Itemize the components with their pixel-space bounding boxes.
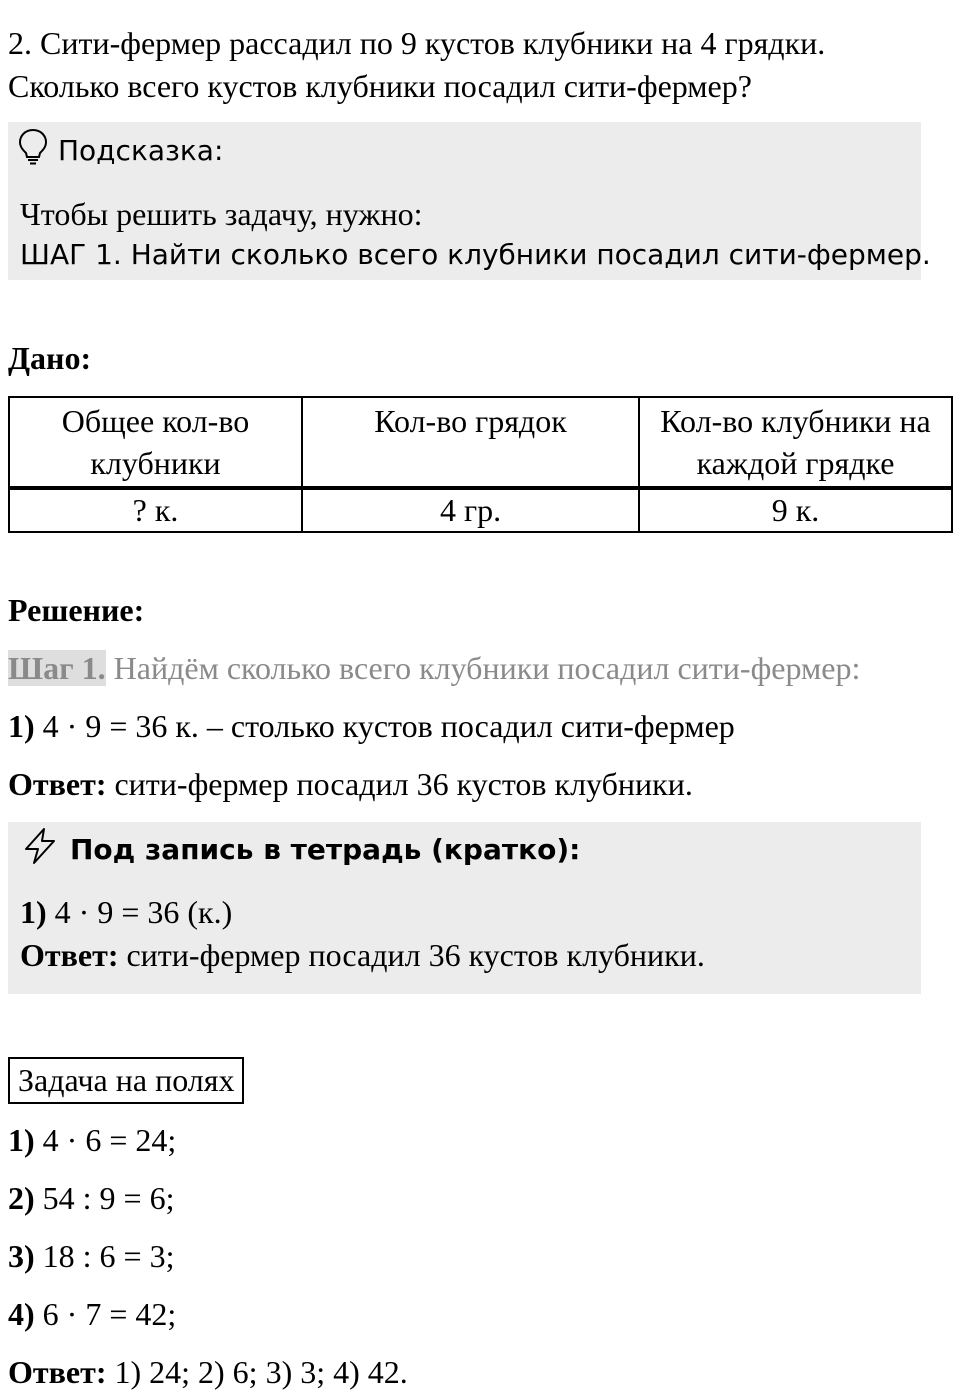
margin-item-num: 2) [8,1180,35,1216]
notebook-answer-label: Ответ: [20,937,119,973]
margin-item-num: 4) [8,1296,35,1332]
value-total: ? к. [9,489,302,532]
notebook-answer [20,937,705,974]
header-beds: Кол-во грядок [302,397,639,487]
solution-step-text: Найдём сколько всего клубники посадил сити-фермер: [105,650,861,686]
margin-item-2 [8,1180,174,1217]
solution-step-label: Шаг 1. [8,650,106,686]
header-per-bed: Кол-во клубники на каждой грядке [639,397,952,487]
solution-answer-label: Ответ: [8,766,107,802]
solution-calc-num: 1) [8,708,35,744]
margin-answer-text: 1) 24; 2) 6; 3) 3; 4) 42. [106,1354,408,1390]
problem-line-2: Сколько всего кустов клубники посадил сити-фермер? [8,68,752,104]
hint-title [18,128,223,173]
problem-statement [8,22,950,108]
margin-task-title: Задача на полях [8,1057,244,1104]
solution-answer-text: сити-фермер посадил 36 кустов клубники. [106,766,693,802]
solution-calc [8,708,735,745]
notebook-answer-text: сити-фермер посадил 36 кустов клубники. [118,937,705,973]
given-values-table [8,488,953,533]
margin-item-4 [8,1296,176,1333]
notebook-title [20,826,580,873]
margin-item-1 [8,1122,176,1159]
value-per-bed: 9 к. [639,489,952,532]
margin-item-num: 3) [8,1238,35,1274]
margin-item-text: 6 · 7 = 42; [34,1296,177,1332]
margin-item-num: 1) [8,1122,35,1158]
solution-calc-text: 4 · 9 = 36 к. – столько кустов посадил сити-фермер [34,708,735,744]
hint-title-text: Подсказка: [58,134,224,167]
notebook-calc-num: 1) [20,894,47,930]
notebook-title-text: Под запись в тетрадь (кратко): [70,833,581,866]
solution-answer [8,766,693,803]
lightning-icon [20,826,60,873]
margin-item-text: 18 : 6 = 3; [34,1238,175,1274]
given-title: Дано: [8,340,92,376]
hint-step [20,238,931,271]
value-beds: 4 гр. [302,489,639,532]
lightbulb-icon [18,128,48,173]
solution-title: Решение: [8,592,145,628]
margin-answer-label: Ответ: [8,1354,107,1390]
margin-answer [8,1354,408,1391]
margin-item-text: 54 : 9 = 6; [34,1180,175,1216]
hint-intro: Чтобы решить задачу, нужно: [20,196,423,232]
margin-item-text: 4 · 6 = 24; [34,1122,177,1158]
given-headers-table [8,396,953,488]
header-total: Общее кол-во клубники [9,397,302,487]
problem-line-1: 2. Сити-фермер рассадил по 9 кустов клубники на 4 грядки. [8,25,826,61]
hint-step-text: Найти сколько всего клубники посадил сити-фермер. [121,238,931,271]
notebook-calc-text: 4 · 9 = 36 (к.) [46,894,233,930]
margin-item-3 [8,1238,174,1275]
hint-step-label: ШАГ 1. [20,238,122,271]
notebook-calc [20,894,232,931]
solution-step [8,650,860,687]
